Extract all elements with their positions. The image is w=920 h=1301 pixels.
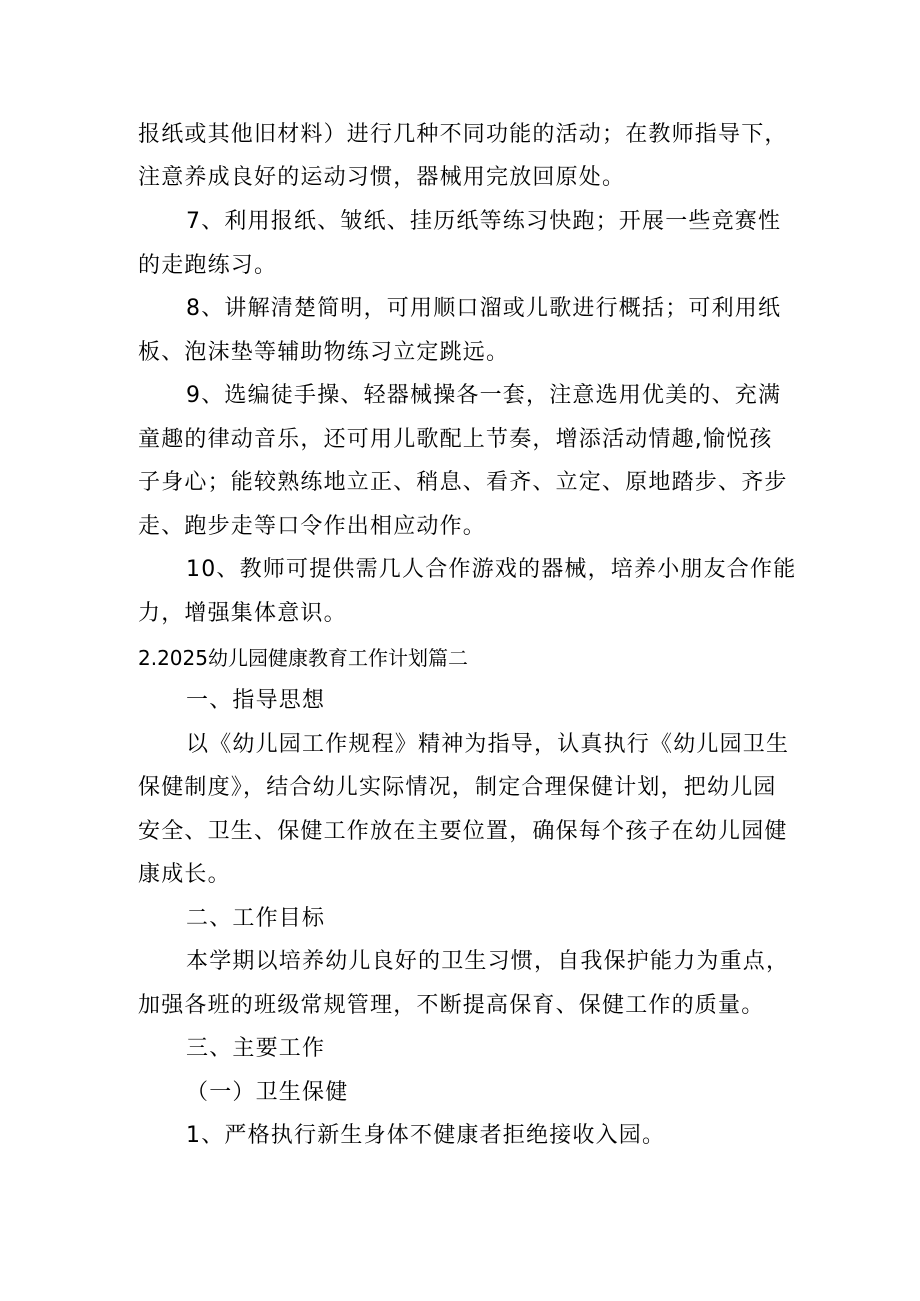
text-line: 8、讲解清楚简明，可用顺口溜或儿歌进行概括；可利用纸: [186, 296, 782, 321]
text-line: 走、跑步走等口令作出相应动作。: [138, 514, 487, 539]
text-line: 7、利用报纸、皱纸、挂历纸等练习快跑；开展一些竞赛性: [186, 209, 782, 234]
text-line: 板、泡沫垫等辅助物练习立定跳远。: [138, 340, 510, 365]
text-line: 二、工作目标: [186, 906, 326, 931]
text-line: 的走跑练习。: [138, 253, 278, 278]
text-line: 注意养成良好的运动习惯，器械用完放回原处。: [138, 165, 626, 190]
text-line: 童趣的律动音乐，还可用儿歌配上节奏，增添活动情趣,愉悦孩: [138, 427, 773, 452]
text-line: 三、主要工作: [186, 1036, 326, 1061]
text-line: 9、选编徒手操、轻器械操各一套，注意选用优美的、充满: [186, 383, 782, 408]
text-line: 以《幼儿园工作规程》精神为指导，认真执行《幼儿园卫生: [186, 732, 790, 757]
text-line: 力，增强集体意识。: [138, 601, 347, 626]
text-line: 康成长。: [138, 862, 231, 887]
text-line: 一、指导思想: [186, 688, 326, 713]
text-line: 安全、卫生、保健工作放在主要位置，确保每个孩子在幼儿园健: [138, 819, 788, 844]
text-line: 加强各班的班级常规管理，不断提高保育、保健工作的质量。: [138, 993, 765, 1018]
text-line: 1、严格执行新生身体不健康者拒绝接收入园。: [186, 1123, 666, 1148]
text-line: 子身心；能较熟练地立正、稍息、看齐、立定、原地踏步、齐步: [138, 470, 788, 495]
text-line: 保健制度》，结合幼儿实际情况，制定合理保健计划，把幼儿园: [138, 775, 777, 800]
text-line: 本学期以培养幼儿良好的卫生习惯，自我保护能力为重点，: [186, 949, 790, 974]
section-heading: 2.2025幼儿园健康教育工作计划篇二: [138, 646, 468, 670]
text-line: （一）卫生保健: [186, 1080, 349, 1105]
text-line: 报纸或其他旧材料）进行几种不同功能的活动；在教师指导下，: [138, 122, 788, 147]
text-line: 10、教师可提供需几人合作游戏的器械，培养小朋友合作能: [186, 557, 797, 582]
